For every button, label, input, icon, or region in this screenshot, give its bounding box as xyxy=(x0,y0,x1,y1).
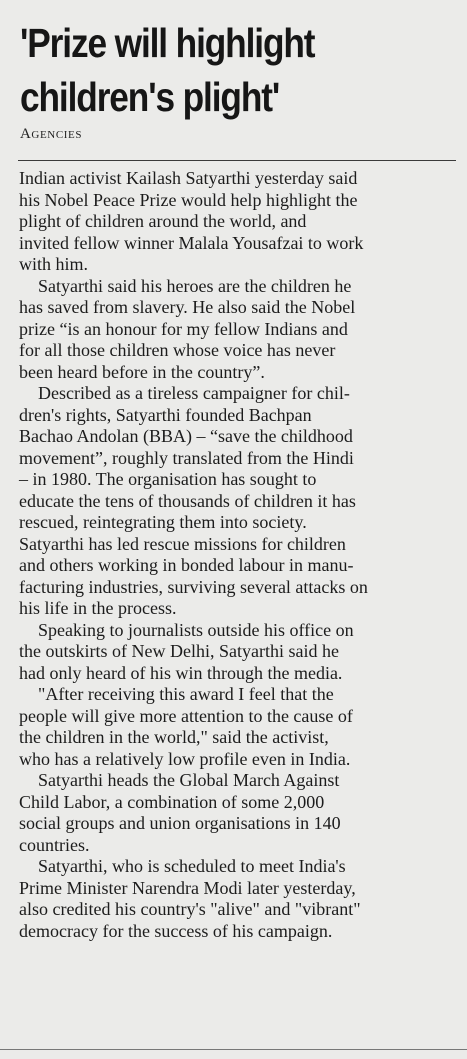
body-line: his life in the process. xyxy=(19,598,177,618)
body-line: Indian activist Kailash Satyarthi yesterday said xyxy=(19,168,358,188)
body-line: countries. xyxy=(19,834,90,855)
body-line: invited fellow winner Malala Yousafzai to work xyxy=(19,232,364,253)
body-line: had only heard of his win through the media. xyxy=(19,662,343,683)
body-line: prize “is an honour for my fellow Indians and xyxy=(19,318,348,339)
body-line: – in 1980. The organisation has sought to xyxy=(19,469,317,489)
body-line: Described as a tireless campaigner for chil- xyxy=(38,383,350,403)
body-line: been heard before in the country”. xyxy=(19,361,265,382)
body-line: Speaking to journalists outside his office on xyxy=(38,619,354,640)
body-line: also credited his country's "alive" and "vibrant" xyxy=(19,899,361,919)
body-line: facturing industries, surviving several attacks on xyxy=(19,576,368,597)
body-line: Satyarthi, who is scheduled to meet India's xyxy=(38,856,346,876)
body-line: Bachao Andolan (BBA) – “save the childhood xyxy=(19,426,353,446)
body-line: social groups and union organisations in 140 xyxy=(19,813,341,833)
body-line: Prime Minister Narendra Modi later yesterday, xyxy=(19,877,356,898)
body-line: with him. xyxy=(19,254,89,274)
body-line: Satyarthi has led rescue missions for children xyxy=(19,533,346,554)
body-line: democracy for the success of his campaign. xyxy=(19,920,333,941)
body-line: rescued, reintegrating them into society. xyxy=(19,512,307,532)
article-body xyxy=(19,168,455,942)
body-line: educate the tens of thousands of children it has xyxy=(19,490,356,511)
body-line: his Nobel Peace Prize would help highlight the xyxy=(19,189,358,210)
headline-line: 'Prize will highlight xyxy=(20,20,315,66)
body-line: Child Labor, a combination of some 2,000 xyxy=(19,791,325,812)
headline xyxy=(20,16,398,124)
body-line: movement”, roughly translated from the Hindi xyxy=(19,447,354,468)
body-line: who has a relatively low profile even in India. xyxy=(19,748,351,769)
body-line: people will give more attention to the cause of xyxy=(19,705,353,726)
body-line: and others working in bonded labour in manu- xyxy=(19,555,354,575)
body-line: has saved from slavery. He also said the Nobel xyxy=(19,297,356,317)
body-line: plight of children around the world, and xyxy=(19,211,307,231)
body-line: Satyarthi heads the Global March Against xyxy=(38,770,340,790)
body-line: the outskirts of New Delhi, Satyarthi said he xyxy=(19,641,339,661)
body-line: Satyarthi said his heroes are the children he xyxy=(38,275,352,296)
divider-rule xyxy=(18,160,456,161)
body-line: for all those children whose voice has never xyxy=(19,340,336,360)
body-line: "After receiving this award I feel that the xyxy=(38,684,334,704)
byline: Agencies xyxy=(20,126,83,142)
headline-line: children's plight' xyxy=(20,74,280,120)
body-line: dren's rights, Satyarthi founded Bachpan xyxy=(19,404,312,425)
body-line: the children in the world," said the activist, xyxy=(19,727,329,747)
bottom-rule xyxy=(0,1049,467,1050)
